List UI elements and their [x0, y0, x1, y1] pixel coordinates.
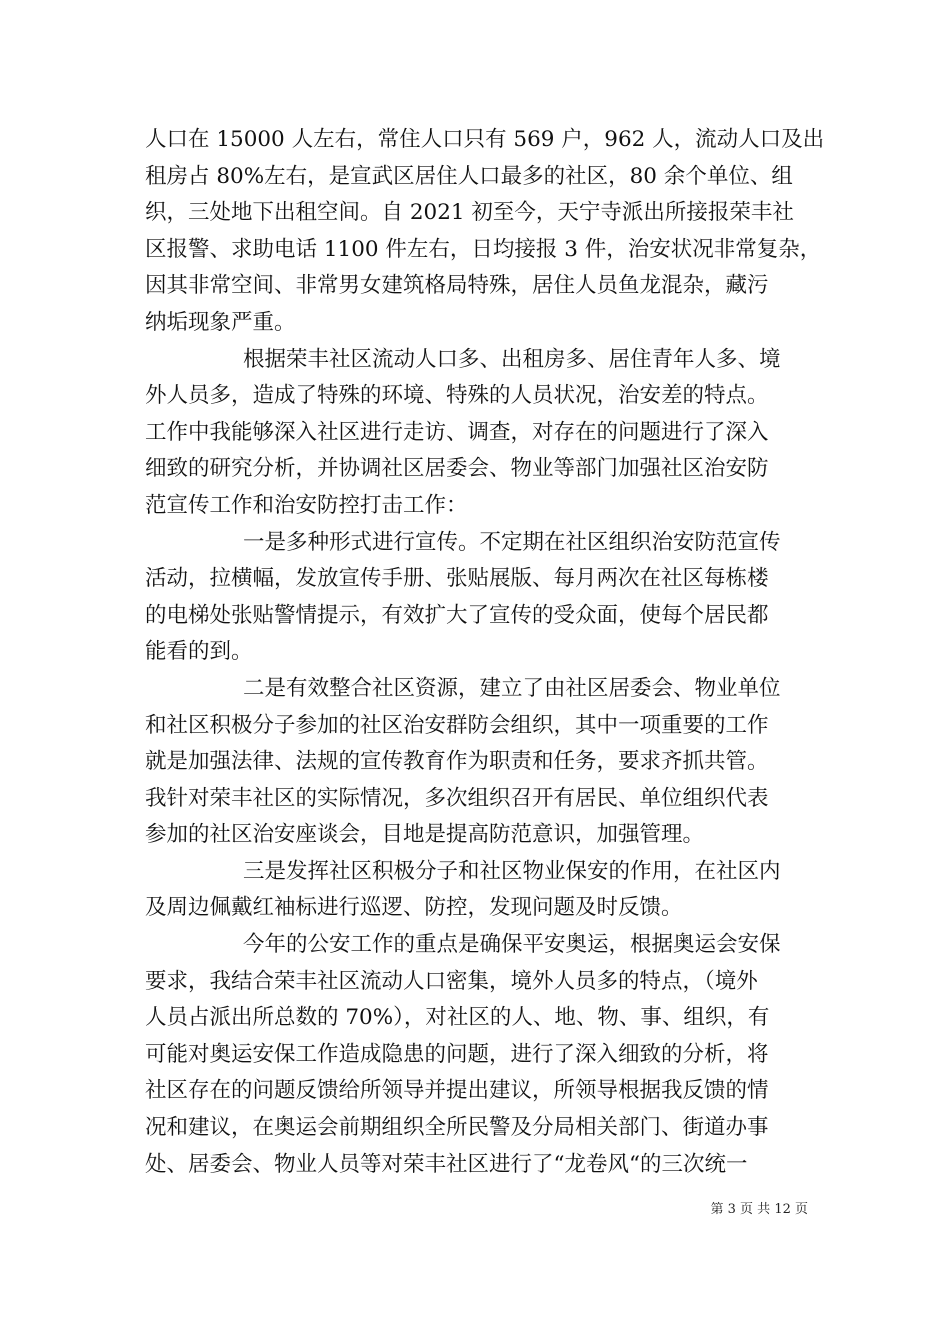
document-body — [145, 122, 825, 1183]
paragraph-first-line: 二是有效整合社区资源，建立了由社区居委会、物业单位 — [243, 675, 781, 701]
paragraph-first-line: 三是发挥社区积极分子和社区物业保安的作用，在社区内 — [243, 858, 781, 884]
text-line: 要求，我结合荣丰社区流动人口密集，境外人员多的特点，（境外 — [145, 968, 758, 994]
text-line: 纳垢现象严重。 — [145, 309, 296, 335]
text-line: 因其非常空间、非常男女建筑格局特殊，居住人员鱼龙混杂，藏污 — [145, 273, 769, 299]
text-line: 处、居委会、物业人员等对荣丰社区进行了“龙卷风“的三次统一 — [145, 1151, 748, 1177]
text-line: 可能对奥运安保工作造成隐患的问题，进行了深入细致的分析，将 — [145, 1041, 769, 1067]
text-line: 织，三处地下出租空间。自 2021 初至今，天宁寺派出所接报荣丰社 — [145, 200, 794, 226]
text-line: 能看的到。 — [145, 639, 253, 665]
text-line: 社区存在的问题反馈给所领导并提出建议，所领导根据我反馈的情 — [145, 1078, 769, 1104]
text-line: 人口在 15000 人左右，常住人口只有 569 户，962 人，流动人口及出 — [145, 127, 825, 152]
text-line: 活动，拉横幅，发放宣传手册、张贴展版、每月两次在社区每栋楼 — [145, 566, 769, 592]
text-line: 工作中我能够深入社区进行走访、调查，对存在的问题进行了深入 — [145, 419, 769, 445]
text-line: 及周边佩戴红袖标进行巡逻、防控，发现问题及时反馈。 — [145, 895, 683, 921]
text-line: 的电梯处张贴警情提示，有效扩大了宣传的受众面，使每个居民都 — [145, 602, 769, 628]
page-number: 第 3 页 共 12 页 — [710, 1202, 808, 1217]
text-line: 况和建议，在奥运会前期组织全所民警及分局相关部门、街道办事 — [145, 1115, 769, 1141]
text-line: 区报警、求助电话 1100 件左右，日均接报 3 件，治安状况非常复杂， — [145, 236, 822, 262]
text-line: 租房占 80%左右，是宣武区居住人口最多的社区，80 余个单位、组 — [145, 163, 793, 189]
text-line: 就是加强法律、法规的宣传教育作为职责和任务，要求齐抓共管。 — [145, 749, 769, 775]
paragraph-first-line: 今年的公安工作的重点是确保平安奥运，根据奥运会安保 — [243, 932, 781, 958]
text-line: 细致的研究分析，并协调社区居委会、物业等部门加强社区治安防 — [145, 456, 769, 482]
text-line: 外人员多，造成了特殊的环境、特殊的人员状况，治安差的特点。 — [145, 383, 769, 409]
text-line: 人员占派出所总数的 70%），对社区的人、地、物、事、组织，有 — [145, 1005, 770, 1031]
text-line: 和社区积极分子参加的社区治安群防会组织，其中一项重要的工作 — [145, 712, 769, 738]
text-line: 范宣传工作和治安防控打击工作： — [145, 492, 468, 518]
text-line: 参加的社区治安座谈会，目地是提高防范意识，加强管理。 — [145, 822, 705, 848]
paragraph-first-line: 根据荣丰社区流动人口多、出租房多、居住青年人多、境 — [243, 346, 781, 372]
paragraph-first-line: 一是多种形式进行宣传。不定期在社区组织治安防范宣传 — [243, 529, 781, 555]
text-line: 我针对荣丰社区的实际情况，多次组织召开有居民、单位组织代表 — [145, 785, 769, 811]
